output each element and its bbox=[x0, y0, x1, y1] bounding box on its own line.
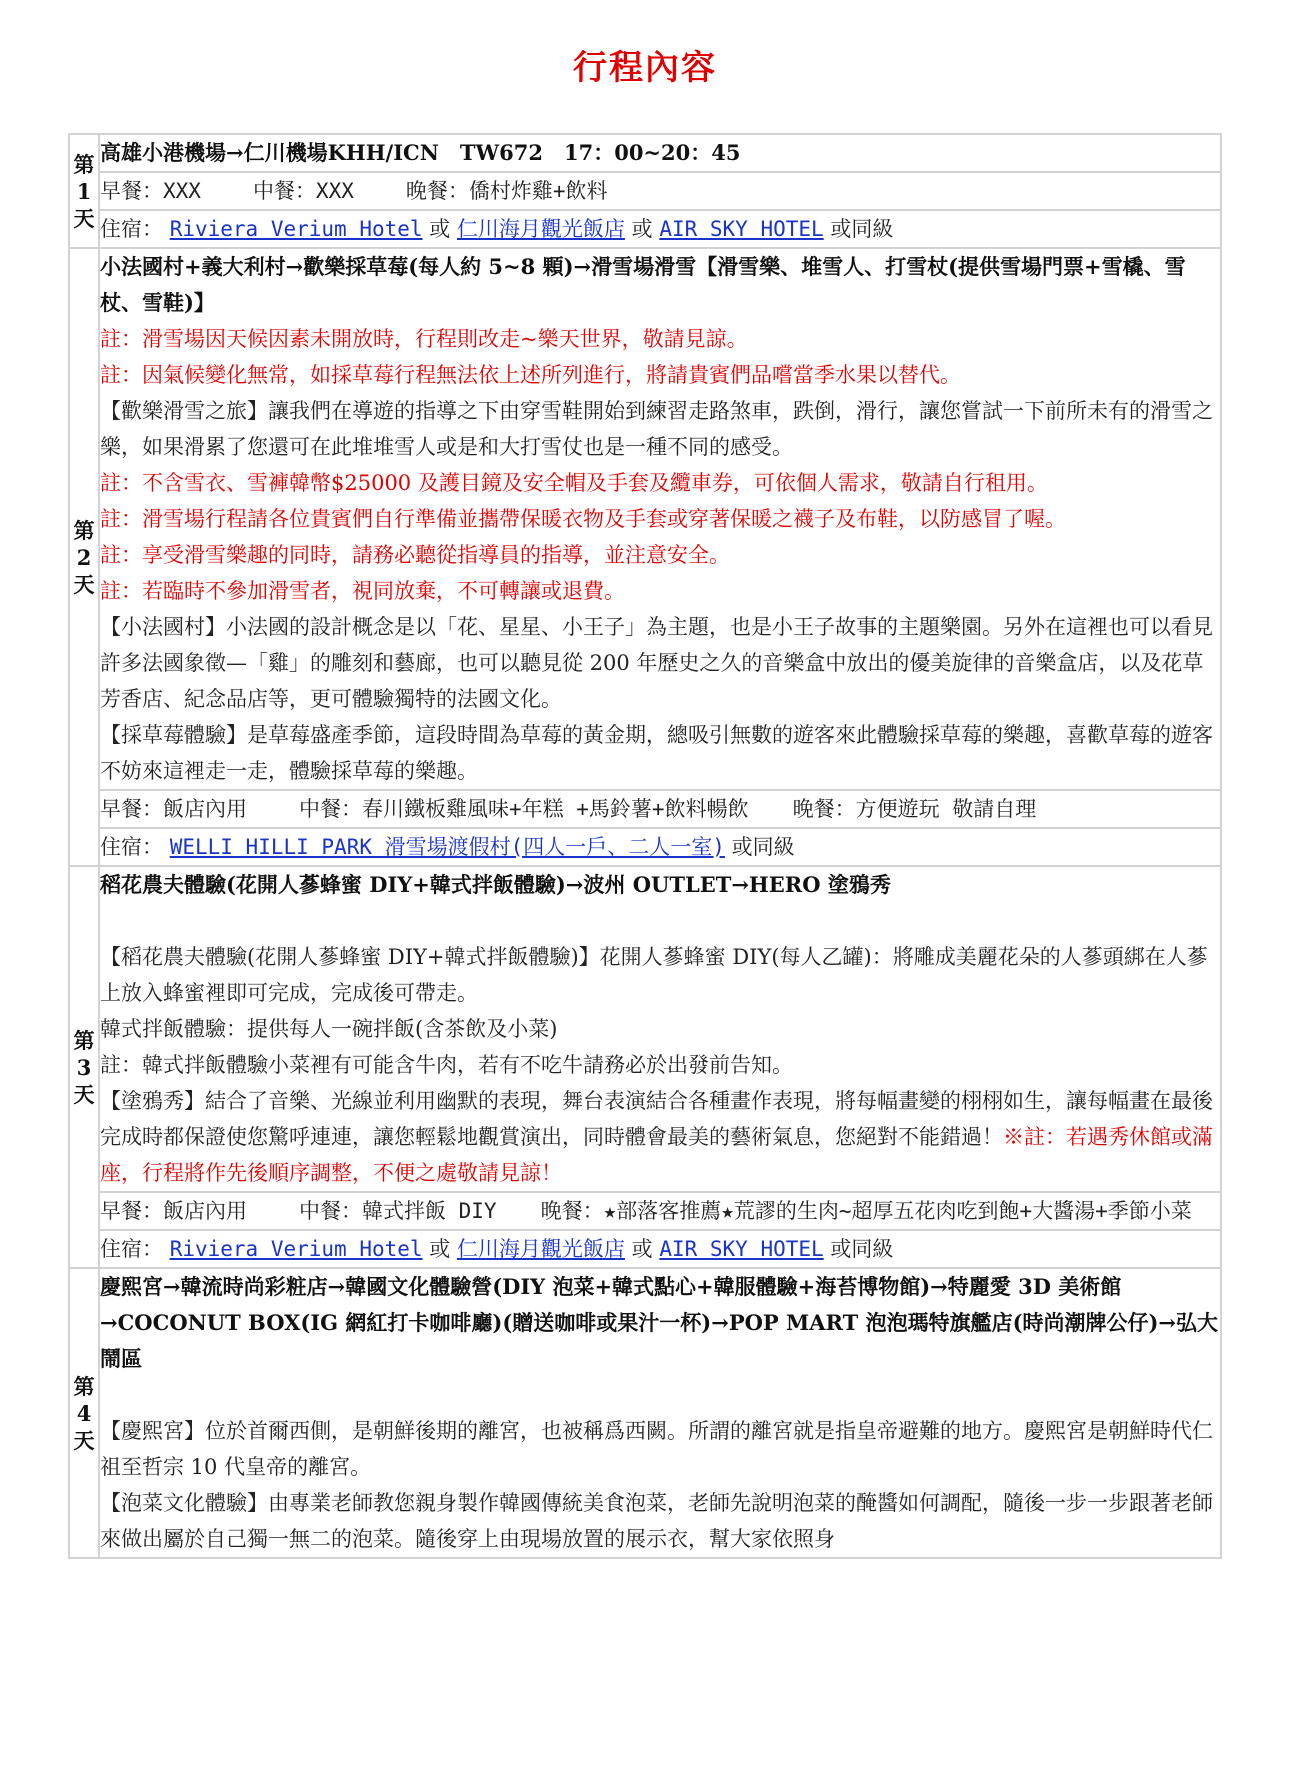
hotel-link-riviera[interactable]: Riviera Verium Hotel bbox=[169, 1237, 423, 1261]
day4-route: 慶熙宮→韓流時尚彩粧店→韓國文化體驗營(DIY 泡菜+韓式點心+韓服體驗+海苔博物館)→特麗愛 3D 美術館→COCONUT BOX(IG 網紅打卡咖啡廳)(贈送咖啡或果汁一杯)→POP MART 泡泡瑪特旗艦店(時尚潮牌公仔)→弘大鬧區 bbox=[100, 1274, 1219, 1371]
day2-note-5: 註：享受滑雪樂趣的同時，請務必聽從指導員的指導，並注意安全。 bbox=[100, 543, 730, 567]
day1-route-row bbox=[69, 134, 1221, 172]
day2-route: 小法國村+義大利村→歡樂採草莓(每人約 5~8 顆)→滑雪場滑雪【滑雪樂、堆雪人、打雪杖(提供雪場門票+雪橇、雪杖、雪鞋)】 bbox=[100, 254, 1186, 315]
day1-meals bbox=[99, 172, 1221, 210]
hotel-link-haewol[interactable]: 仁川海月觀光飯店 bbox=[456, 1237, 625, 1261]
day3-bibimbap-desc: 韓式拌飯體驗：提供每人一碗拌飯(含茶飲及小菜) bbox=[100, 1017, 558, 1041]
day3-dinner: 晚餐：★部落客推薦★荒謬的生肉~超厚五花肉吃到飽+大醬湯+季節小菜 bbox=[540, 1199, 1192, 1223]
day1-breakfast: 早餐：XXX bbox=[100, 179, 201, 203]
day2-note-4: 註：滑雪場行程請各位貴賓們自行準備並攜帶保暖衣物及手套或穿著保暖之襪子及布鞋，以防感冒了喔。 bbox=[100, 507, 1066, 531]
day1-dinner: 晚餐：僑村炸雞+飲料 bbox=[405, 179, 608, 203]
day2-note-1: 註：滑雪場因天候因素未開放時，行程則改走~樂天世界，敬請見諒。 bbox=[100, 327, 748, 351]
day4-content bbox=[99, 1268, 1221, 1558]
day2-meals bbox=[99, 790, 1221, 828]
day4-palace-desc: 【慶熙宮】位於首爾西側，是朝鮮後期的離宮，也被稱爲西闕。所謂的離宮就是指皇帝避難的地方。慶熙宮是朝鮮時代仁祖至哲宗 10 代皇帝的離宮。 bbox=[100, 1419, 1213, 1479]
day2-breakfast: 早餐：飯店內用 bbox=[100, 797, 247, 821]
day4-label: 第 4 天 bbox=[69, 1268, 99, 1558]
day3-bibimbap-note: 註：韓式拌飯體驗小菜裡有可能含牛肉，若有不吃牛請務必於出發前告知。 bbox=[100, 1053, 793, 1077]
day3-hero-note: ※註：若遇秀休館或滿座，行程將作先後順序調整，不便之處敬請見諒！ bbox=[100, 1125, 1213, 1185]
day4-kimchi-desc: 【泡菜文化體驗】由專業老師教您親身製作韓國傳統美食泡菜，老師先說明泡菜的醃醬如何調配，隨後一步一步跟著老師來做出屬於自己獨一無二的泡菜。隨後穿上由現場放置的展示衣，幫大家依照身 bbox=[100, 1491, 1213, 1551]
day3-route: 稻花農夫體驗(花開人蔘蜂蜜 DIY+韓式拌飯體驗)→波州 OUTLET→HERO 塗鴉秀 bbox=[100, 872, 891, 897]
day2-label: 第 2 天 bbox=[69, 248, 99, 866]
day3-breakfast: 早餐：飯店內用 bbox=[100, 1199, 247, 1223]
day3-lunch: 中餐：韓式拌飯 DIY bbox=[299, 1199, 497, 1223]
day1-hotel: 住宿： Riviera Verium Hotel 或 仁川海月觀光飯店 或 AIR SKY HOTEL 或同級 bbox=[99, 210, 1221, 248]
day3-farm-desc: 【稻花農夫體驗(花開人蔘蜂蜜 DIY+韓式拌飯體驗)】花開人蔘蜂蜜 DIY(每人乙罐)：將雕成美麗花朵的人蔘頭綁在人蔘上放入蜂蜜裡即可完成，完成後可帶走。 bbox=[100, 945, 1208, 1005]
day1-meals-row bbox=[69, 172, 1221, 210]
day3-hotel: 住宿： Riviera Verium Hotel 或 仁川海月觀光飯店 或 AIR SKY HOTEL 或同級 bbox=[99, 1230, 1221, 1268]
day2-content bbox=[99, 248, 1221, 790]
day2-dinner: 晚餐：方便遊玩 敬請自理 bbox=[792, 797, 1037, 821]
itinerary-table bbox=[68, 133, 1222, 1559]
day3-meals bbox=[99, 1192, 1221, 1230]
day2-content-row bbox=[69, 248, 1221, 790]
day2-strawberry-desc: 【採草莓體驗】是草莓盛產季節，這段時間為草莓的黃金期，總吸引無數的遊客來此體驗採草莓的樂趣，喜歡草莓的遊客不妨來這裡走一走，體驗採草莓的樂趣。 bbox=[100, 723, 1213, 783]
page-title: 行程內容 bbox=[573, 48, 717, 88]
day2-note-3: 註：不含雪衣、雪褲韓幣$25000 及護目鏡及安全帽及手套及纜車券，可依個人需求，敬請自行租用。 bbox=[100, 471, 1048, 495]
hotel-link-airsky[interactable]: AIR SKY HOTEL bbox=[659, 217, 824, 241]
day2-ski-desc: 【歡樂滑雪之旅】讓我們在導遊的指導之下由穿雪鞋開始到練習走路煞車，跌倒，滑行，讓您嘗試一下前所未有的滑雪之樂，如果滑累了您還可在此堆堆雪人或是和大打雪仗也是一種不同的感受。 bbox=[100, 399, 1213, 459]
day2-hotel: 住宿： WELLI HILLI PARK 滑雪場渡假村(四人一戶、二人一室) 或同級 bbox=[99, 828, 1221, 866]
day3-content-row bbox=[69, 866, 1221, 1192]
day2-france-desc: 【小法國村】小法國的設計概念是以「花、星星、小王子」為主題，也是小王子故事的主題樂園。另外在這裡也可以看見許多法國象徵—「雞」的雕刻和藝廊，也可以聽見從 200 年歷史之久的音樂盒中放出的優美旋律的音樂盒店，以及花草芳香店、紀念品店等，更可體驗獨特的法國文化。 bbox=[100, 615, 1213, 711]
hotel-link-haewol[interactable]: 仁川海月觀光飯店 bbox=[456, 217, 625, 241]
day1-hotel-row bbox=[69, 210, 1221, 248]
hotel-link-riviera[interactable]: Riviera Verium Hotel bbox=[169, 217, 423, 241]
day1-route: 高雄小港機場→仁川機場KHH/ICN TW672 17：00~20：45 bbox=[99, 134, 1221, 172]
hotel-link-airsky[interactable]: AIR SKY HOTEL bbox=[659, 1237, 824, 1261]
day3-label: 第 3 天 bbox=[69, 866, 99, 1268]
day3-content bbox=[99, 866, 1221, 1192]
day2-hotel-row bbox=[69, 828, 1221, 866]
day2-note-6: 註：若臨時不參加滑雪者，視同放棄，不可轉讓或退費。 bbox=[100, 579, 625, 603]
day3-meals-row bbox=[69, 1192, 1221, 1230]
day3-hero-desc: 【塗鴉秀】結合了音樂、光線並利用幽默的表現，舞台表演結合各種畫作表現，將每幅畫變的栩栩如生，讓每幅畫在最後完成時都保證使您驚呼連連，讓您輕鬆地觀賞演出，同時體會最美的藝術氣息，您絕對不能錯過！※註：若遇秀休館或滿座，行程將作先後順序調整，不便之處敬請見諒！ bbox=[100, 1089, 1213, 1185]
day2-meals-row bbox=[69, 790, 1221, 828]
day4-content-row bbox=[69, 1268, 1221, 1558]
day1-label: 第 1 天 bbox=[69, 134, 99, 248]
day1-lunch: 中餐：XXX bbox=[252, 179, 354, 203]
hotel-link-wellihilli[interactable]: WELLI HILLI PARK 滑雪場渡假村(四人一戶、二人一室) bbox=[169, 835, 725, 859]
day2-note-2: 註：因氣候變化無常，如採草莓行程無法依上述所列進行，將請貴賓們品嚐當季水果以替代。 bbox=[100, 363, 961, 387]
day3-hotel-row bbox=[69, 1230, 1221, 1268]
day2-lunch: 中餐：春川鐵板雞風味+年糕 +馬鈴薯+飲料暢飲 bbox=[299, 797, 749, 821]
